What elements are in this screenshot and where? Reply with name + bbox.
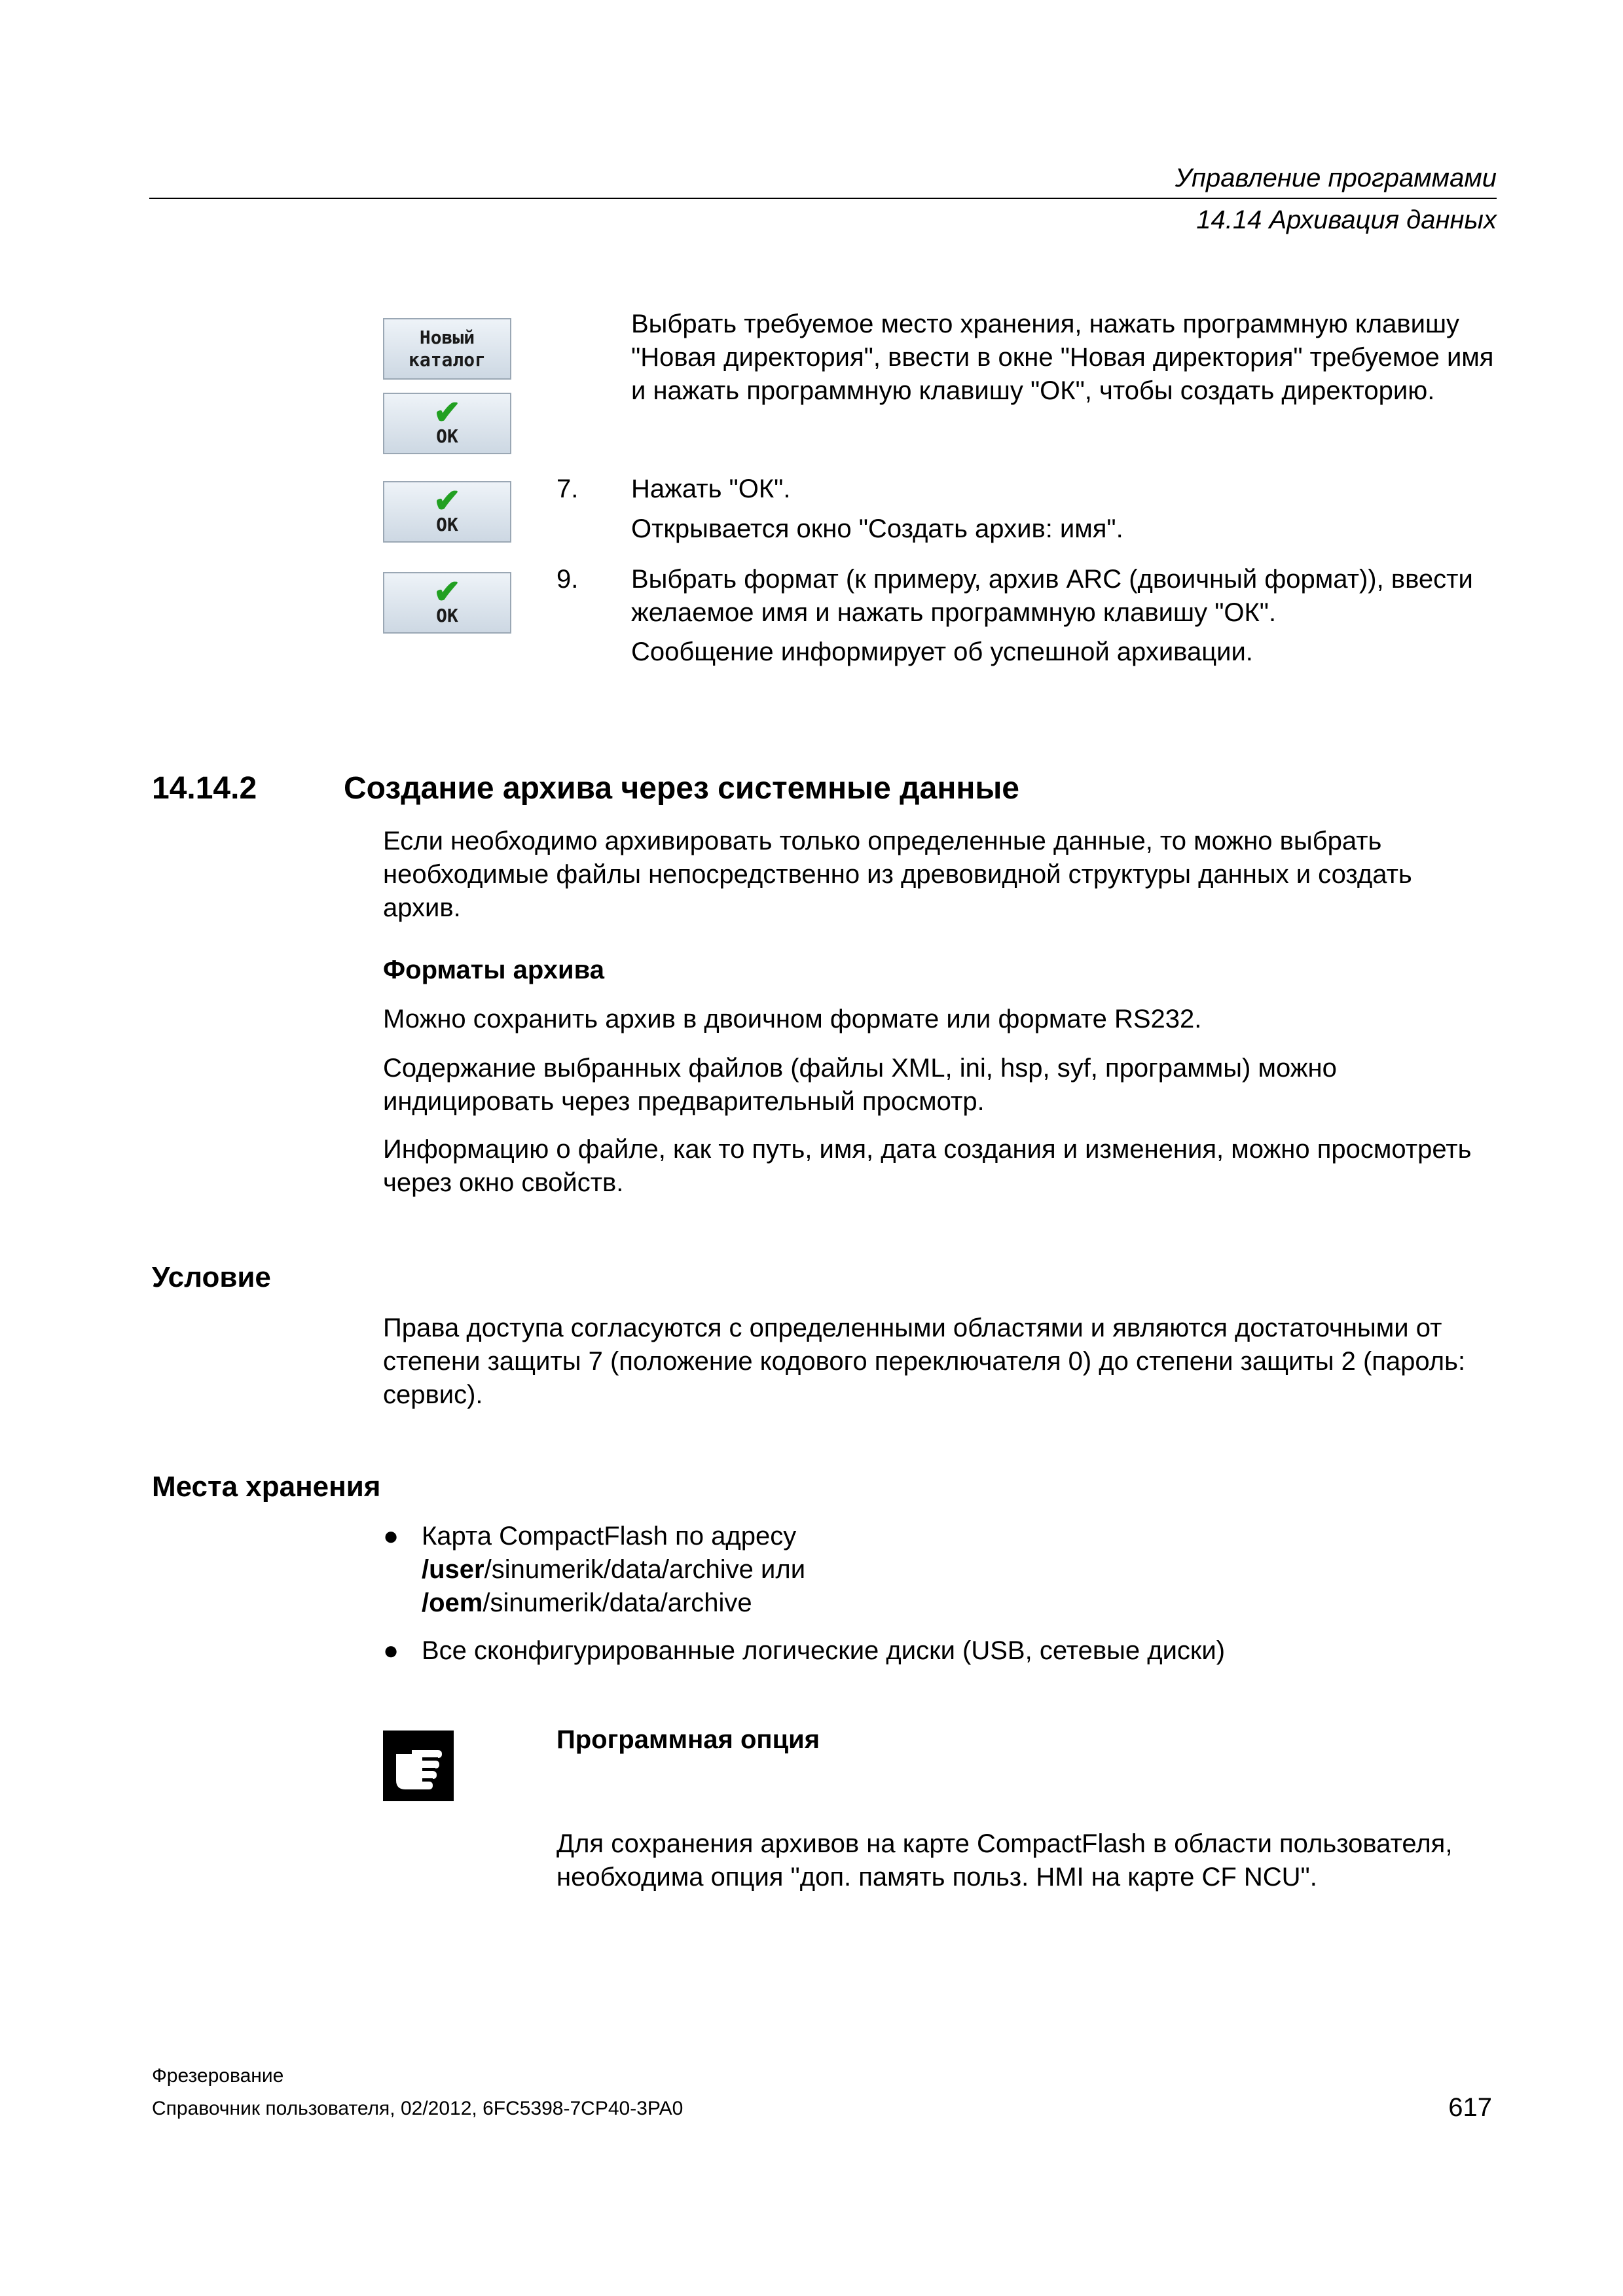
step-text-7: Нажать "ОК". <box>631 475 791 503</box>
step-number-7: 7. <box>556 475 579 503</box>
storage-bullet-2: Все сконфигурированные логические диски (USB, сетевые диски) <box>422 1636 1226 1665</box>
footer-product: Фрезерование <box>152 2065 284 2087</box>
header-chapter: Управление программами <box>1175 164 1497 192</box>
note-text: Для сохранения архивов на карте CompactFlash в области пользователя, необходима опция "доп. память польз. HMI на карте CF NCU". <box>556 1829 1453 1892</box>
storage-heading: Места хранения <box>152 1471 381 1503</box>
step-text-1: Выбрать требуемое место хранения, нажать программную клавишу "Новая директория", ввести в окне "Новая директория" требуемое имя и нажать программную клавишу "ОК", чтобы создать директорию. <box>631 310 1494 405</box>
checkmark-icon: ✔ <box>433 482 461 519</box>
formats-paragraph-3: Информацию о файле, как то путь, имя, дата создания и изменения, можно просмотреть через окно свойств. <box>383 1135 1472 1197</box>
section-title: Создание архива через системные данные <box>344 771 1019 806</box>
bullet-1-line-2 <box>422 1553 1502 1587</box>
bullet-1-line-1: Карта CompactFlash по адресу <box>422 1522 797 1551</box>
ok-label: ОК <box>436 514 458 535</box>
checkmark-icon: ✔ <box>433 573 461 610</box>
footer-manual-info: Справочник пользователя, 02/2012, 6FC5398-7CP40-3PA0 <box>152 2098 684 2119</box>
condition-heading: Условие <box>152 1261 271 1293</box>
softkey-label-line1: Новый <box>419 327 475 348</box>
ok-softkey-3 <box>383 572 511 634</box>
ok-softkey-2 <box>383 481 511 543</box>
user-path: /user <box>422 1555 484 1584</box>
formats-paragraph-2: Содержание выбранных файлов (файлы XML, ini, hsp, syf, программы) можно индицировать через предварительный просмотр. <box>383 1054 1337 1116</box>
ok-label: ОК <box>436 605 458 626</box>
formats-heading: Форматы архива <box>383 956 604 984</box>
user-path-rest: /sinumerik/data/archive или <box>484 1555 806 1584</box>
note-heading: Программная опция <box>556 1725 820 1754</box>
storage-bullet-1 <box>422 1520 1502 1620</box>
step-result-9: Сообщение информирует об успешной архивации. <box>631 637 1253 666</box>
formats-paragraph-1: Можно сохранить архив в двоичном формате или формате RS232. <box>383 1005 1202 1033</box>
bullet-1-line-3 <box>422 1587 1502 1620</box>
hand-pointer-icon <box>383 1731 454 1801</box>
section-number: 14.14.2 <box>152 771 257 806</box>
ok-label: ОК <box>436 425 458 447</box>
bullet-icon: ● <box>383 1522 399 1551</box>
checkmark-icon: ✔ <box>433 394 461 431</box>
section-intro: Если необходимо архивировать только определенные данные, то можно выбрать необходимые файлы непосредственно из древовидной структуры данных и создать архив. <box>383 827 1412 922</box>
page-number: 617 <box>1448 2093 1492 2122</box>
header-section: 14.14 Архивация данных <box>1196 206 1497 234</box>
softkey-label-line2: каталог <box>408 349 486 370</box>
step-text-9: Выбрать формат (к примеру, архив ARC (двоичный формат)), ввести желаемое имя и нажать программную клавишу "ОК". <box>631 565 1473 627</box>
step-number-9: 9. <box>556 565 579 594</box>
ok-softkey-1 <box>383 393 511 454</box>
header-rule <box>149 198 1497 199</box>
oem-path-rest: /sinumerik/data/archive <box>483 1588 752 1617</box>
condition-text: Права доступа согласуются с определенными областями и являются достаточными от степени защиты 7 (положение кодового переключателя 0) до степени защиты 2 (пароль: сервис). <box>383 1314 1466 1409</box>
new-directory-softkey <box>383 318 511 380</box>
bullet-icon: ● <box>383 1636 399 1665</box>
step-result-7: Открывается окно "Создать архив: имя". <box>631 514 1123 543</box>
oem-path: /oem <box>422 1588 483 1617</box>
